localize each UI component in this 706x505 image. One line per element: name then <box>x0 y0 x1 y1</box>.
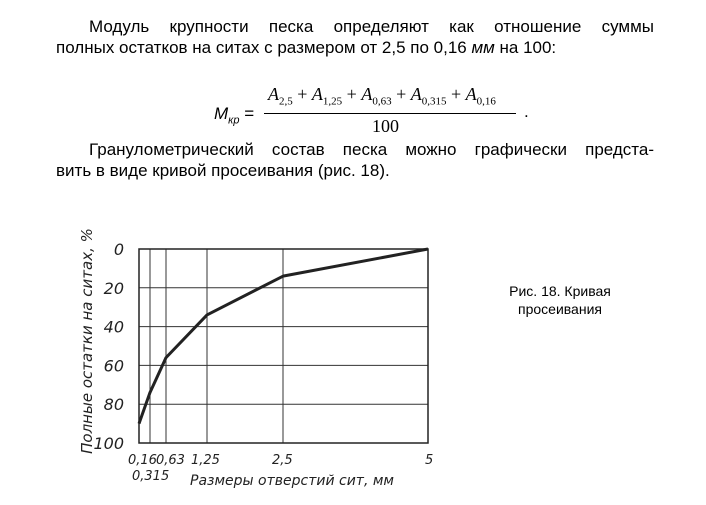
y-tick-label: 60 <box>103 356 124 376</box>
x-tick-label: 0,16 <box>128 453 157 468</box>
term-symbol: A <box>465 84 477 104</box>
chart-grid <box>139 249 428 443</box>
x-tick-label: 1,25 <box>191 453 220 468</box>
term-symbol: A <box>311 84 323 104</box>
term-symbol: A <box>268 84 279 104</box>
x-tick-label: 2,5 <box>272 453 293 468</box>
y-tick-labels <box>93 240 124 453</box>
plus-sign: + <box>446 84 466 104</box>
figure-caption <box>490 282 630 318</box>
paragraph2-line1: Гранулометрический состав песка можно графически предста- <box>89 140 654 159</box>
term-subscript: 0,63 <box>372 95 392 108</box>
x-tick-label: 5 <box>425 453 434 468</box>
plus-sign: + <box>292 84 312 104</box>
y-tick-label: 100 <box>93 434 124 453</box>
y-axis-label: Полные остатки на ситах, % <box>78 228 96 454</box>
term-subscript: 1,25 <box>322 95 343 108</box>
y-tick-label: 80 <box>103 395 124 415</box>
y-tick-label: 20 <box>103 278 124 298</box>
y-tick-label: 0 <box>113 240 124 259</box>
plus-sign: + <box>342 84 362 104</box>
term-symbol: A <box>410 84 422 104</box>
term-subscript: 0,16 <box>476 95 496 108</box>
paragraph2-line2: вить в виде кривой просеивания (рис. 18). <box>56 161 390 180</box>
term-subscript: 0,315 <box>421 95 447 108</box>
term-symbol: A <box>361 84 373 104</box>
formula-lhs: $M_{кр}$ = <box>214 104 255 127</box>
caption-line1: Рис. 18. Кривая <box>509 283 611 299</box>
paragraph1-line2: полных остатков на ситах с размером от 2,5 по 0,16 мм на 100: <box>56 38 557 57</box>
x-tick-label: 0,63 <box>156 453 185 468</box>
term-subscript: 2,5 <box>279 95 293 108</box>
formula-denominator: 100 <box>372 116 399 136</box>
formula-end-dot: . <box>524 102 529 121</box>
x-axis-label: Размеры отверстий сит, мм <box>190 473 394 489</box>
x-tick-label: 0,315 <box>132 469 170 484</box>
y-tick-label: 40 <box>103 317 124 337</box>
paragraph1-line1: Модуль крупности песка определяют как отношение суммы <box>89 17 654 36</box>
plus-sign: + <box>391 84 411 104</box>
caption-line2: просеивания <box>518 301 602 317</box>
